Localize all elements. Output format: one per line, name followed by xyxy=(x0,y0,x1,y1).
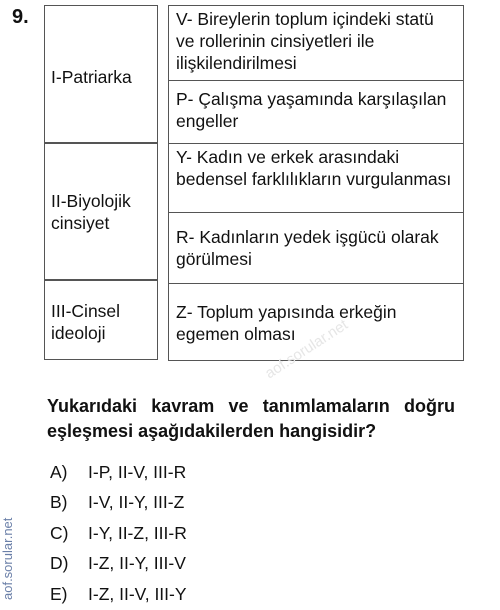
definition-text: Z- Toplum yapısında erkeğin egemen olması xyxy=(176,302,397,344)
definition-cell-y xyxy=(168,143,464,213)
concept-cell-2 xyxy=(44,143,158,280)
definition-cell-p xyxy=(168,80,464,144)
option-letter: B) xyxy=(50,492,68,513)
definition-text: R- Kadınların yedek işgücü olarak görülmesi xyxy=(176,227,439,269)
option-text: I-Z, II-Y, III-V xyxy=(88,553,186,574)
option-letter: C) xyxy=(50,522,69,543)
option-text: I-P, II-V, III-R xyxy=(88,461,187,482)
definition-text: Y- Kadın ve erkek arasındaki bedensel farklılıkların vurgulanması xyxy=(176,147,452,189)
concept-label: I-Patriarka xyxy=(51,67,132,87)
option-c[interactable] xyxy=(50,518,187,549)
question-stem: Yukarıdaki kavram ve tanımlamaların doğru eşleşmesi aşağıdakilerden hangisidir? xyxy=(47,396,455,441)
definition-cell-v xyxy=(168,5,464,81)
definition-cell-r xyxy=(168,212,464,284)
option-letter: A) xyxy=(50,461,68,482)
concept-label: III-Cinsel ideoloji xyxy=(51,301,121,343)
concept-cell-1 xyxy=(44,5,158,143)
option-a[interactable] xyxy=(50,457,187,488)
definition-text: P- Çalışma yaşamında karşılaşılan engeller xyxy=(176,89,447,131)
question-number: 9. xyxy=(12,6,29,28)
diagonal-watermark: aof.sorular.net xyxy=(262,316,351,383)
concept-label: II-Biyolojik cinsiyet xyxy=(51,191,131,233)
option-text: I-Z, II-V, III-Y xyxy=(88,583,187,604)
option-e[interactable] xyxy=(50,579,187,610)
definition-text: V- Bireylerin toplum içindeki statü ve rollerinin cinsiyetleri ile ilişkilendirilmesi xyxy=(176,9,434,73)
side-watermark: aof.sorular.net xyxy=(0,517,15,600)
option-letter: D) xyxy=(50,553,69,574)
option-d[interactable] xyxy=(50,549,187,580)
option-letter: E) xyxy=(50,583,68,604)
concept-cell-3 xyxy=(44,280,158,360)
option-text: I-V, II-Y, III-Z xyxy=(88,492,185,513)
answer-options xyxy=(50,457,187,610)
option-b[interactable] xyxy=(50,488,187,519)
option-text: I-Y, II-Z, III-R xyxy=(88,522,187,543)
